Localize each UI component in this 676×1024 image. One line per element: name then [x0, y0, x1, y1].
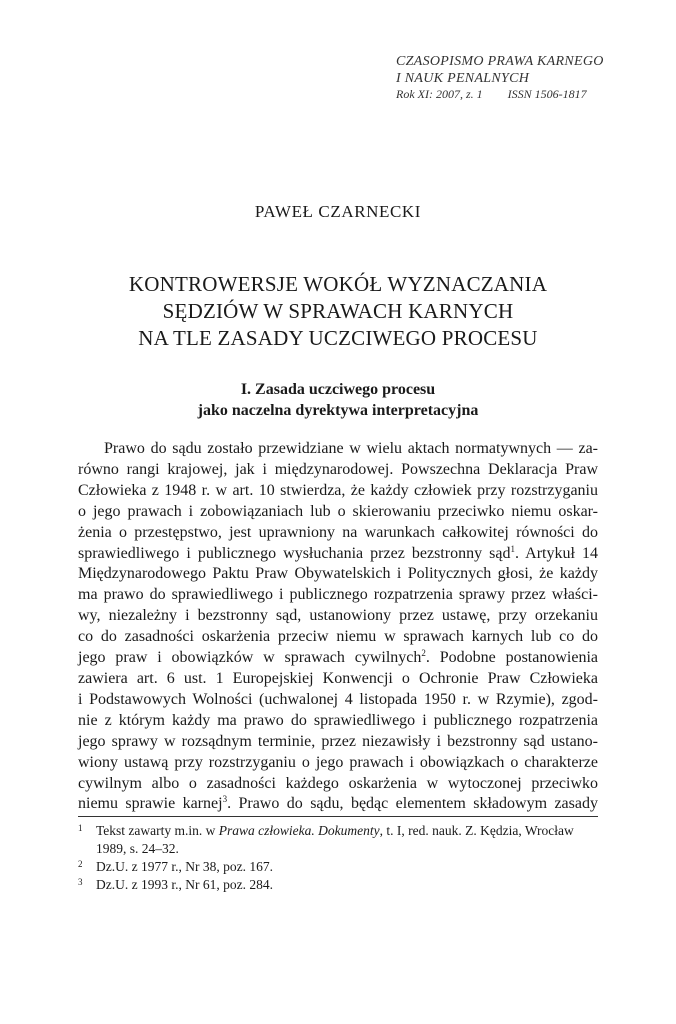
journal-issn: ISSN 1506-1817: [507, 87, 587, 101]
body-line: i Podstawowych Wolności (uchwalonej 4 listopada 1950 r. w Rzymie), zgod-: [78, 690, 598, 708]
journal-name-line-1: CZASOPISMO PRAWA KARNEGO: [396, 54, 604, 69]
body-line: o jego prawach i zobowiązaniach lub o skierowaniu przeciwko niemu oskar-: [78, 502, 598, 520]
body-line: równo rangi krajowej, jak i międzynarodowej. Powszechna Deklaracja Praw: [78, 460, 598, 478]
footnote-ref[interactable]: 1: [510, 543, 515, 554]
section-heading-line: jako naczelna dyrektywa interpretacyjna: [197, 402, 479, 419]
journal-name-line-2: I NAUK PENALNYCH: [396, 71, 530, 86]
footnote-text: Dz.U. z 1993 r., Nr 61, poz. 284.: [96, 877, 273, 892]
footnote-ref[interactable]: 2: [421, 648, 426, 659]
body-text: [78, 439, 598, 815]
journal-meta: [396, 87, 666, 102]
body-line: sprawiedliwego i publicznego wysłuchania przez bezstronny sąd$^1$. Artykuł 14: [78, 543, 599, 562]
title-line: SĘDZIÓW W SPRAWACH KARNYCH: [162, 299, 514, 323]
body-line: wy, niezależny i bezstronny sąd, ustanowiony przez ustawę, przy orzekaniu: [78, 607, 598, 625]
body-line: niemu sprawie karnej$^3$. Prawo do sądu, będąc elementem składowym zasady: [78, 794, 598, 813]
journal-year-issue: Rok XI: 2007, z. 1: [396, 87, 483, 101]
footnote: [78, 822, 598, 858]
body-line: co do zasadności oskarżenia przeciw niemu w sprawach karnych lub co do: [78, 628, 598, 646]
body-line: jego praw i obowiązków w sprawach cywilnych$^2$. Podobne postanowienia: [78, 648, 598, 667]
footnote-number: 2: [78, 859, 83, 869]
footnotes: [78, 822, 598, 894]
body-line: Prawo do sądu zostało przewidziane w wielu aktach normatywnych — za-: [104, 440, 598, 457]
body-line: Człowieka z 1948 r. w art. 10 stwierdza, że każdy człowiek przy rozstrzyganiu: [78, 481, 598, 499]
section-heading: [0, 379, 676, 421]
title-line: KONTROWERSJE WOKÓŁ WYZNACZANIA: [128, 272, 548, 296]
title-line: NA TLE ZASADY UCZCIWEGO PROCESU: [138, 326, 538, 350]
body-line: cywilnym albo o zasadności każdego oskarżenia w wytoczonej przeciwko: [78, 774, 598, 792]
author-name: PAWEŁ CZARNECKI: [254, 202, 422, 221]
footnote: [78, 876, 598, 894]
journal-header: [396, 53, 666, 102]
section-heading-line: I. Zasada uczciwego procesu: [240, 381, 436, 398]
body-line: ma prawo do sprawiedliwego i publicznego rozpatrzenia sprawy przez właści-: [78, 586, 598, 604]
footnote-ref[interactable]: 3: [222, 794, 228, 805]
footnote-number: 3: [78, 877, 83, 887]
body-line: żenia o przestępstwo, jest uprawniony na warunkach całkowitej równości do: [78, 523, 598, 541]
body-line: zawiera art. 6 ust. 1 Europejskiej Konwencji o Ochronie Praw Człowieka: [78, 669, 598, 687]
footnote-divider: [78, 816, 598, 817]
footnote: [78, 858, 598, 876]
body-line: nie z którym każdy ma prawo do sprawiedliwego i publicznego rozpatrzenia: [78, 711, 598, 729]
body-line: wiony ustawą przy rozstrzyganiu o jego prawach i obowiązkach o charakterze: [78, 753, 598, 771]
body-line: Międzynarodowego Paktu Praw Obywatelskich i Politycznych głosi, że każdy: [78, 565, 598, 583]
article-title: [0, 271, 676, 352]
footnote-text: Tekst zawarty m.in. w Prawa człowieka. Dokumenty, t. I, red. nauk. Z. Kędzia, Wrocław 1989, s. 24–32.: [96, 823, 574, 856]
footnote-number: 1: [78, 823, 83, 833]
footnote-text: Dz.U. z 1977 r., Nr 38, poz. 167.: [96, 859, 273, 874]
body-line: jego sprawy w rozsądnym terminie, przez niezawisły i bezstronny sąd ustano-: [78, 732, 598, 750]
